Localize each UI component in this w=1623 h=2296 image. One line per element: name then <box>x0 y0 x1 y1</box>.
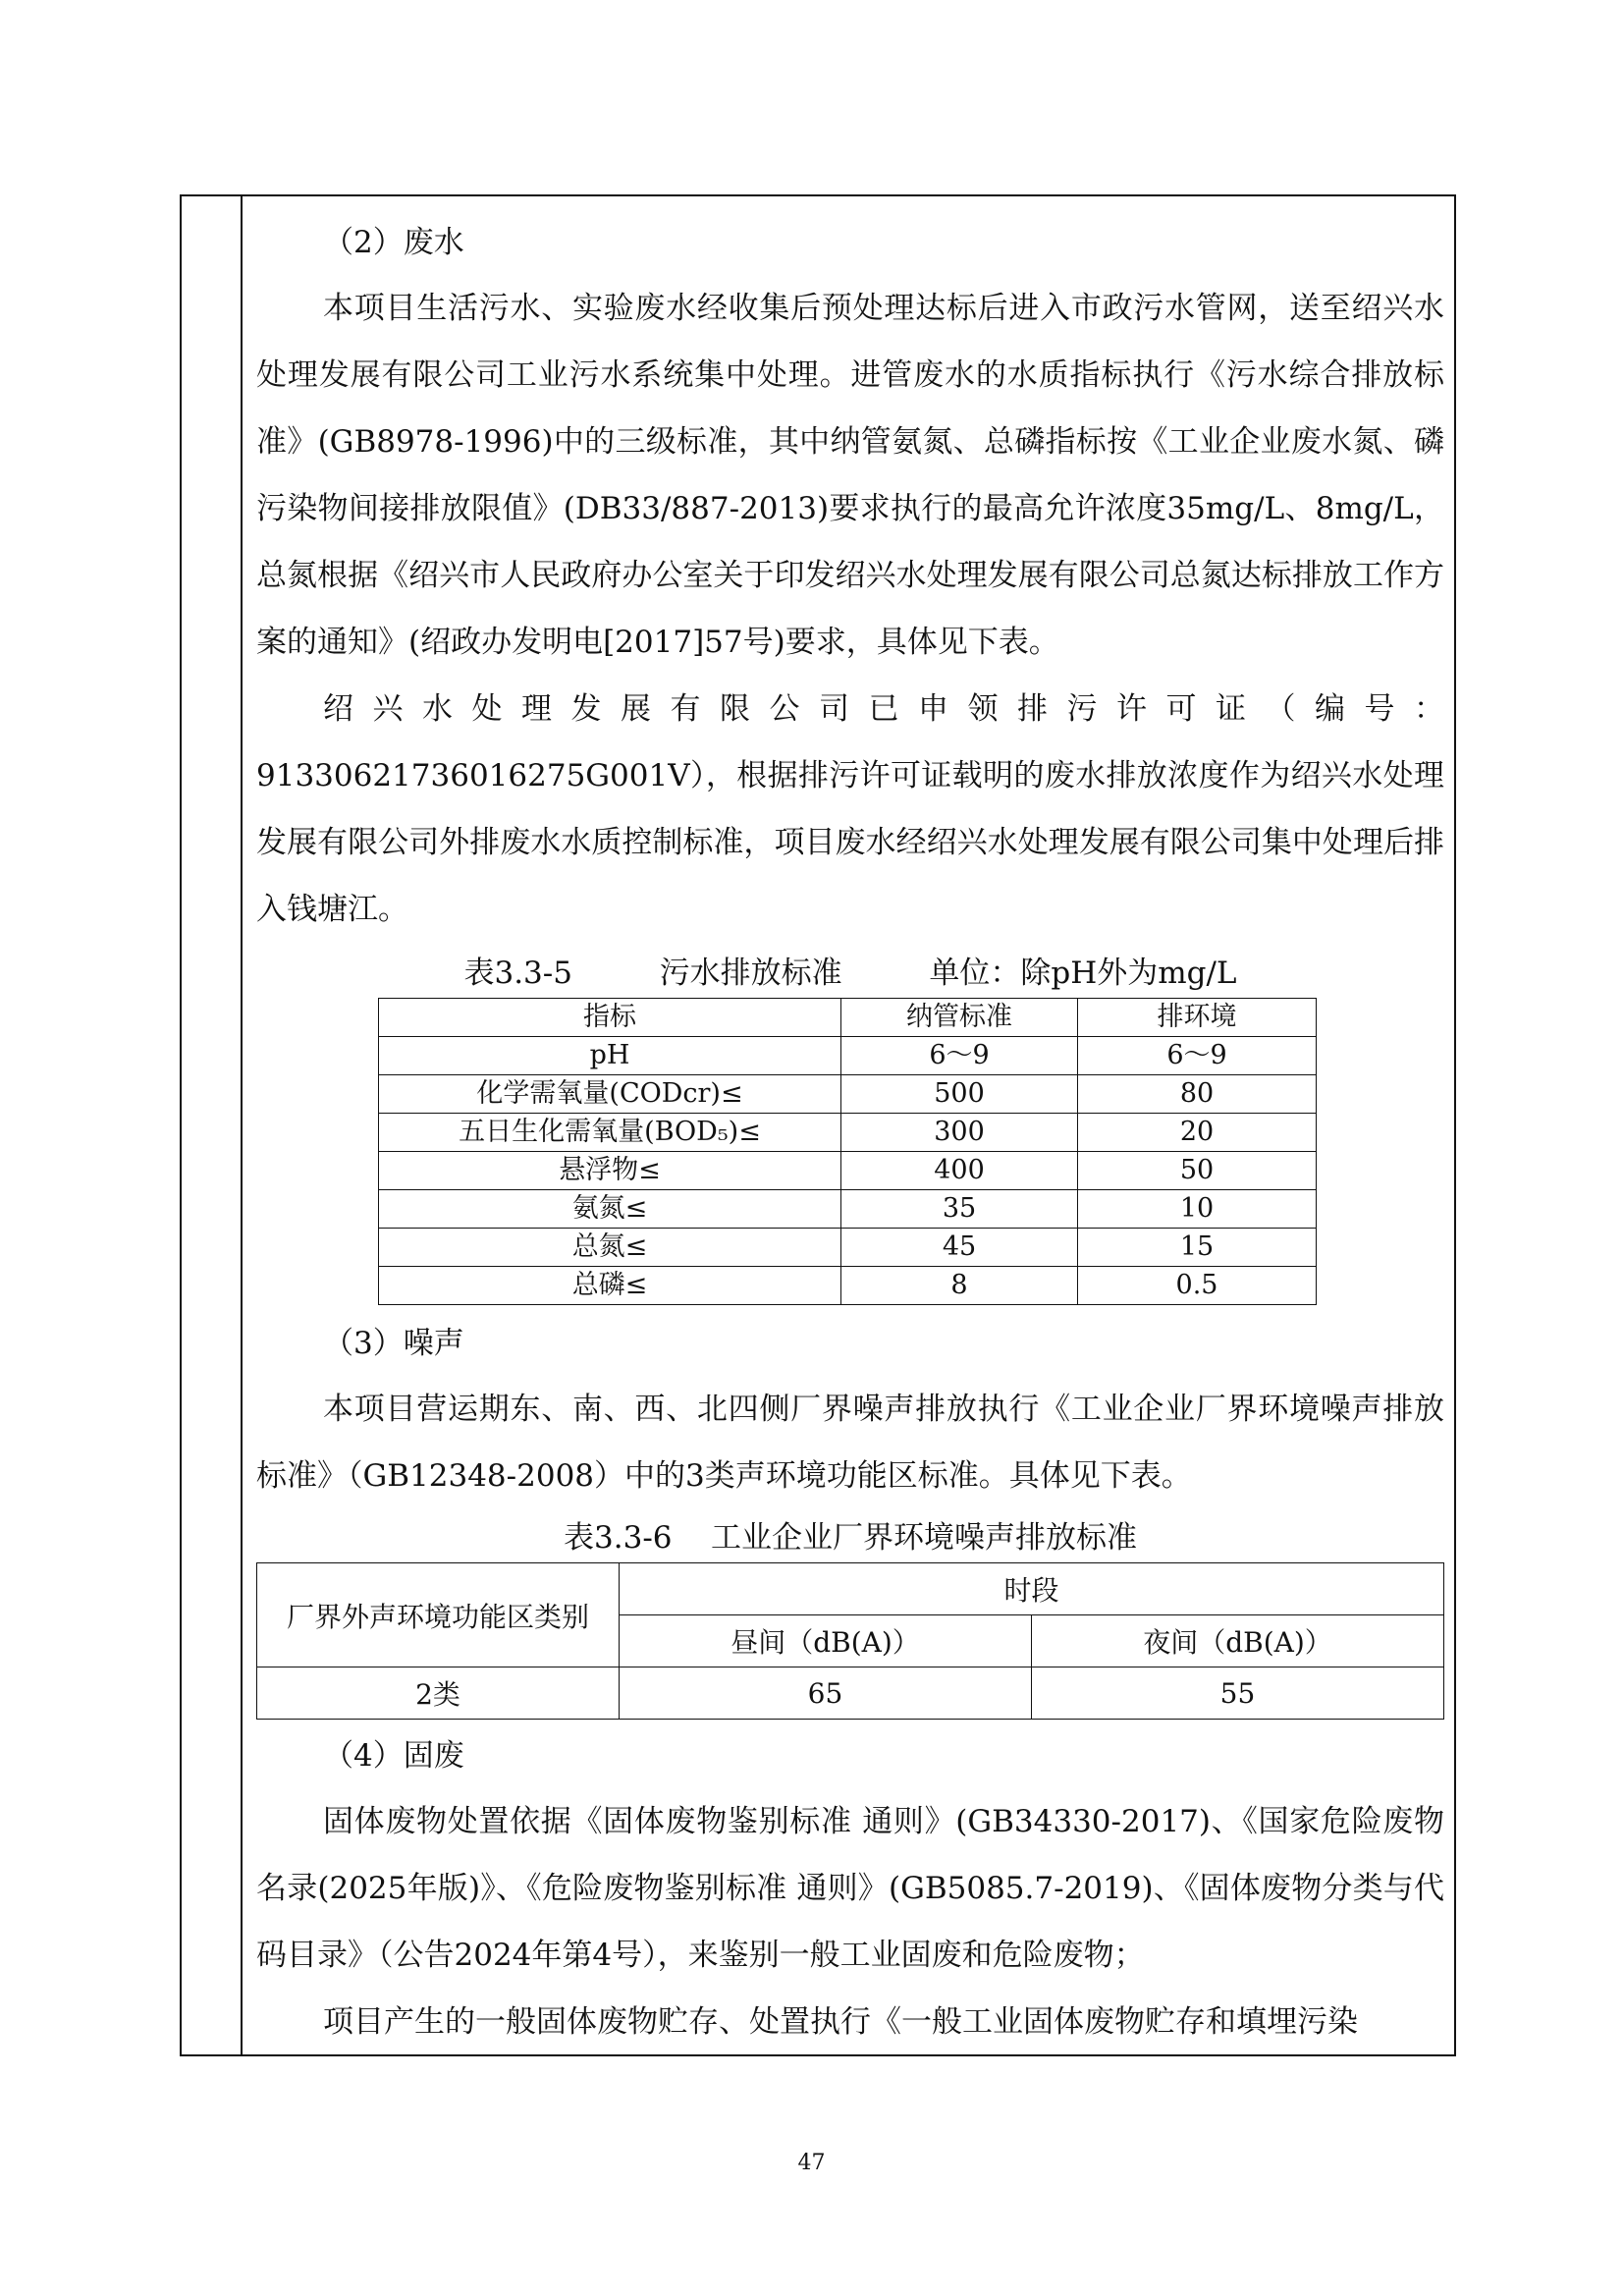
table-cell: 15 <box>1078 1229 1317 1267</box>
table-header-row <box>379 999 1317 1037</box>
noise-standard-table <box>256 1562 1444 1720</box>
table-row <box>379 1152 1317 1190</box>
header-environment-standard: 排环境 <box>1078 999 1317 1037</box>
table-cell: 50 <box>1078 1152 1317 1190</box>
table-cell: 20 <box>1078 1114 1317 1152</box>
table-cell: pH <box>379 1037 841 1075</box>
table-cell: 8 <box>841 1267 1078 1305</box>
wastewater-paragraph-2-line-1: 绍兴水处理发展有限公司已申领排污许可证（编号： <box>323 691 1444 727</box>
table-3-3-5-caption: 表3.3-5 污水排放标准 单位：除pH外为mg/L <box>463 956 1237 991</box>
header-zone-category: 厂界外声环境功能区类别 <box>257 1563 620 1667</box>
page-number: 47 <box>797 2151 826 2175</box>
table-cell: 45 <box>841 1229 1078 1267</box>
noise-heading: （3）噪声 <box>323 1326 464 1361</box>
table-row <box>379 1190 1317 1229</box>
table-cell: 65 <box>620 1667 1032 1720</box>
table-cell: 35 <box>841 1190 1078 1229</box>
table-cell: 总磷≤ <box>379 1267 841 1305</box>
table-cell: 氨氮≤ <box>379 1190 841 1229</box>
noise-paragraph: 本项目营运期东、南、西、北四侧厂界噪声排放执行《工业企业厂界环境噪声排放标准》（GB12348-2008）中的3类声环境功能区标准。具体见下表。 <box>256 1392 1444 1494</box>
table-cell: 化学需氧量(CODcr)≤ <box>379 1075 841 1114</box>
header-time-period: 时段 <box>620 1563 1444 1615</box>
table-row <box>379 1037 1317 1075</box>
solid-waste-paragraph-1: 固体废物处置依据《固体废物鉴别标准 通则》(GB34330-2017)、《国家危险废物名录(2025年版)》、《危险废物鉴别标准 通则》(GB5085.7-2019)、《固体废物分类与代码目录》（公告2024年第4号），来鉴别一般工业固废和危险废物； <box>256 1804 1444 1973</box>
table-row <box>379 1114 1317 1152</box>
table-row <box>257 1667 1444 1720</box>
table-cell: 400 <box>841 1152 1078 1190</box>
table-cell: 80 <box>1078 1075 1317 1114</box>
table-cell: 悬浮物≤ <box>379 1152 841 1190</box>
left-column <box>182 196 243 2054</box>
sewage-discharge-standard-table <box>378 998 1317 1305</box>
table-cell: 五日生化需氧量(BOD₅)≤ <box>379 1114 841 1152</box>
table-cell: 55 <box>1032 1667 1444 1720</box>
table-cell: 300 <box>841 1114 1078 1152</box>
table-cell: 6～9 <box>841 1037 1078 1075</box>
table-cell: 10 <box>1078 1190 1317 1229</box>
table-header-row <box>257 1563 1444 1615</box>
table-cell: 总氮≤ <box>379 1229 841 1267</box>
table-cell: 6～9 <box>1078 1037 1317 1075</box>
header-nighttime: 夜间（dB(A)） <box>1032 1615 1444 1667</box>
content-area <box>256 210 1444 2055</box>
header-daytime: 昼间（dB(A)） <box>620 1615 1032 1667</box>
document-frame <box>180 194 1456 2056</box>
table-row <box>379 1267 1317 1305</box>
table-row <box>379 1229 1317 1267</box>
header-indicator: 指标 <box>379 999 841 1037</box>
solid-waste-heading: （4）固废 <box>323 1738 464 1774</box>
table-cell: 0.5 <box>1078 1267 1317 1305</box>
header-sewer-standard: 纳管标准 <box>841 999 1078 1037</box>
table-3-3-6-caption: 表3.3-6 工业企业厂界环境噪声排放标准 <box>564 1520 1137 1556</box>
table-cell: 2类 <box>257 1667 620 1720</box>
table-row <box>379 1075 1317 1114</box>
wastewater-heading: （2）废水 <box>323 225 464 260</box>
wastewater-paragraph-1: 本项目生活污水、实验废水经收集后预处理达标后进入市政污水管网，送至绍兴水处理发展有限公司工业污水系统集中处理。进管废水的水质指标执行《污水综合排放标准》(GB8978-1996)中的三级标准，其中纳管氨氮、总磷指标按《工业企业废水氮、磷污染物间接排放限值》(DB33/887-2013)要求执行的最高允许浓度35mg/L、8mg/L，总氮根据《绍兴市人民政府办公室关于印发绍兴水处理发展有限公司总氮达标排放工作方案的通知》(绍政办发明电[2017]57号)要求，具体见下表。 <box>256 291 1444 660</box>
wastewater-paragraph-2-rest: 91330621736016275G001V），根据排污许可证载明的废水排放浓度作为绍兴水处理发展有限公司外排废水水质控制标准，项目废水经绍兴水处理发展有限公司集中处理后排入钱塘江。 <box>256 758 1444 927</box>
solid-waste-paragraph-2: 项目产生的一般固体废物贮存、处置执行《一般工业固体废物贮存和填埋污染 <box>323 2004 1358 2040</box>
table-cell: 500 <box>841 1075 1078 1114</box>
